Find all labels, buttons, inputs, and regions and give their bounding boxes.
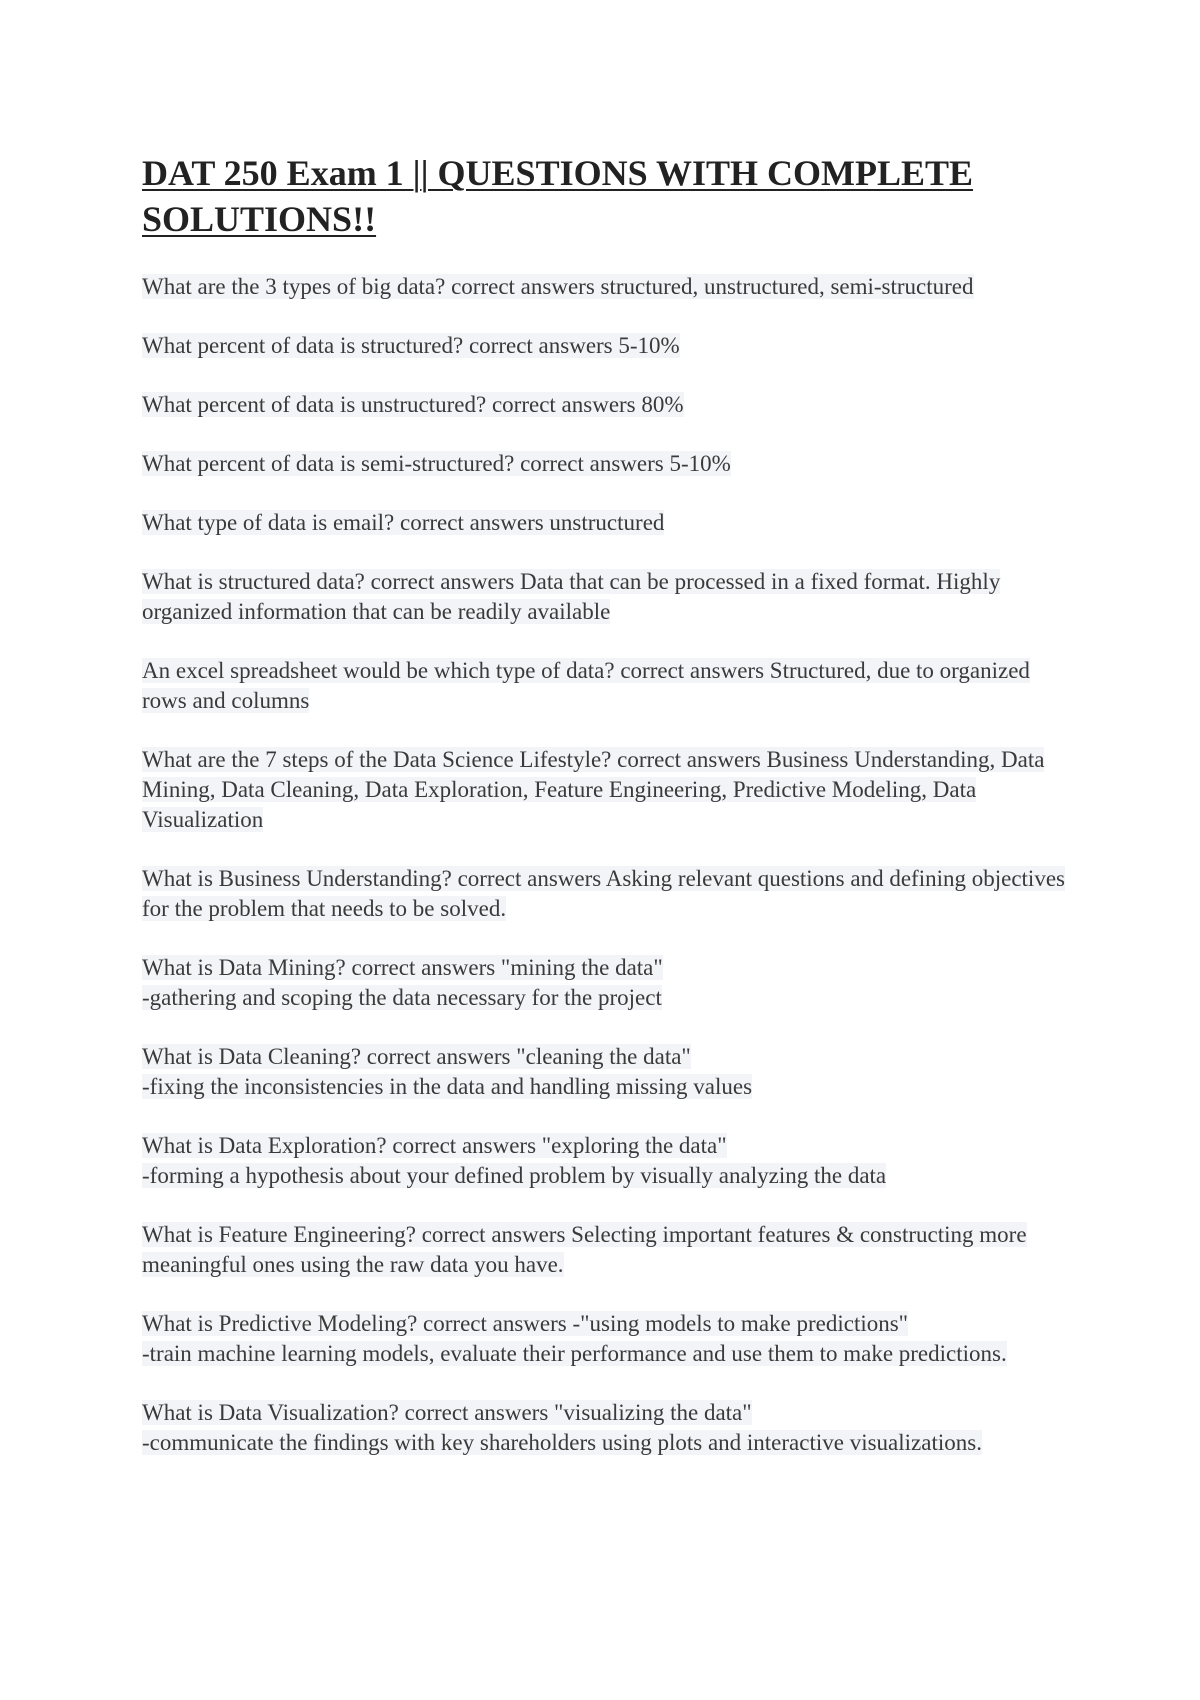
- qa-item-10: [142, 953, 1072, 1013]
- qa-text: What percent of data is unstructured? correct answers 80%: [142, 392, 684, 417]
- qa-text: What percent of data is structured? correct answers 5-10%: [142, 333, 680, 358]
- qa-text: What type of data is email? correct answers unstructured: [142, 510, 665, 535]
- qa-item-13: [142, 1220, 1072, 1280]
- qa-item-8: [142, 745, 1072, 835]
- qa-item-12: [142, 1131, 1072, 1191]
- qa-item-6: [142, 567, 1072, 627]
- qa-text: An excel spreadsheet would be which type of data? correct answers Structured, due to organized rows and columns: [142, 658, 1030, 713]
- qa-list: [142, 272, 1072, 1458]
- qa-item-15: [142, 1398, 1072, 1458]
- qa-text: What percent of data is semi-structured? correct answers 5-10%: [142, 451, 731, 476]
- qa-text: What is Feature Engineering? correct answers Selecting important features & constructing more meaningful ones using the raw data you have.: [142, 1222, 1027, 1277]
- qa-text: What is Data Visualization? correct answers "visualizing the data" -communicate the findings with key shareholders using plots and interactive visualizations.: [142, 1400, 982, 1455]
- qa-text: What is Predictive Modeling? correct answers -"using models to make predictions" -train machine learning models, evaluate their performance and use them to make predictions.: [142, 1311, 1007, 1366]
- document-page: [142, 150, 1072, 1487]
- qa-item-11: [142, 1042, 1072, 1102]
- qa-text: What are the 7 steps of the Data Science Lifestyle? correct answers Business Understanding, Data Mining, Data Cleaning, Data Exploration, Feature Engineering, Predictive Modeling, Data Visualization: [142, 747, 1045, 832]
- qa-item-7: [142, 656, 1072, 716]
- qa-text: What is structured data? correct answers Data that can be processed in a fixed format. Highly organized information that can be readily available: [142, 569, 1001, 624]
- document-title: DAT 250 Exam 1 || QUESTIONS WITH COMPLETE SOLUTIONS!!: [142, 153, 974, 239]
- qa-text: What is Data Mining? correct answers "mining the data" -gathering and scoping the data necessary for the project: [142, 955, 663, 1010]
- qa-item-5: [142, 508, 1072, 538]
- qa-text: What is Data Cleaning? correct answers "cleaning the data" -fixing the inconsistencies in the data and handling missing values: [142, 1044, 753, 1099]
- qa-item-3: [142, 390, 1072, 420]
- qa-item-2: [142, 331, 1072, 361]
- qa-item-14: [142, 1309, 1072, 1369]
- qa-item-9: [142, 864, 1072, 924]
- qa-text: What are the 3 types of big data? correct answers structured, unstructured, semi-structured: [142, 274, 974, 299]
- qa-text: What is Data Exploration? correct answers "exploring the data" -forming a hypothesis about your defined problem by visually analyzing the data: [142, 1133, 887, 1188]
- qa-text: What is Business Understanding? correct answers Asking relevant questions and defining objectives for the problem that needs to be solved.: [142, 866, 1065, 921]
- qa-item-1: [142, 272, 1072, 302]
- qa-item-4: [142, 449, 1072, 479]
